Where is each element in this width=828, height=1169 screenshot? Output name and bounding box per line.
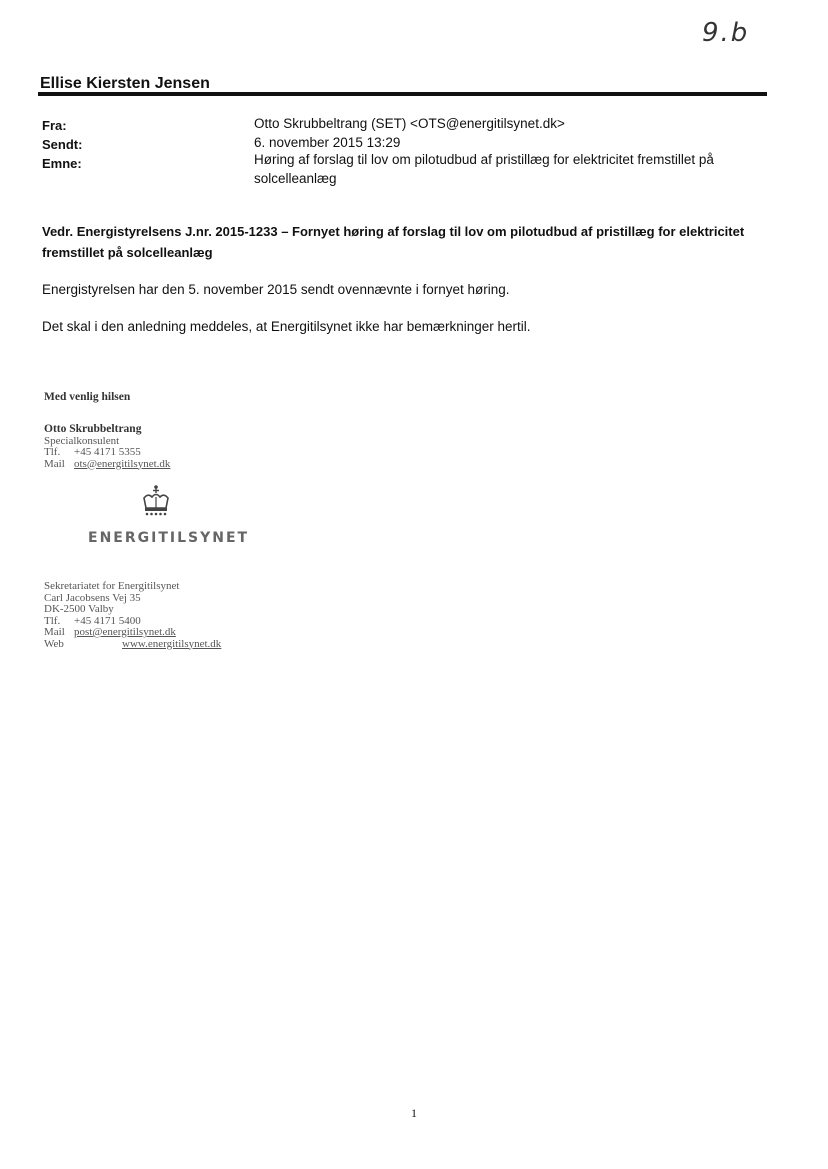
body-paragraph-1: Energistyrelsen har den 5. november 2015 sendt ovennævnte i fornyet høring. (42, 282, 510, 297)
org-street: Carl Jacobsens Vej 35 (44, 591, 141, 604)
signature-title: Specialkonsulent (44, 434, 120, 447)
signature-phone-label: Tlf. (44, 446, 61, 458)
signature-name: Otto Skrubbeltrang (44, 423, 142, 435)
org-mail-link[interactable]: post@energitilsynet.dk (74, 626, 176, 638)
org-secretariat: Sekretariatet for Energitilsynet (44, 580, 180, 592)
sent-value: 6. november 2015 13:29 (254, 135, 401, 150)
body-heading: Vedr. Energistyrelsens J.nr. 2015-1233 – Fornyet høring af forslag til lov om pilotudbud af pristillæg for elektricitet fremstillet på solcelleanlæg (42, 224, 745, 260)
crown-logo-icon (138, 484, 174, 524)
org-address-block (44, 581, 221, 650)
subject-label: Emne: (42, 156, 82, 171)
header-rule (38, 92, 767, 96)
org-web-row (44, 639, 221, 651)
signature-phone-row (44, 447, 170, 459)
org-web-link[interactable]: www.energitilsynet.dk (122, 637, 222, 650)
signature-block (44, 424, 170, 470)
sent-label: Sendt: (42, 137, 83, 152)
recipient-name: Ellise Kiersten Jensen (40, 75, 210, 92)
org-web-label: Web (44, 637, 64, 650)
org-logo-text: ENERGITILSYNET (88, 530, 250, 546)
signature-mail-label: Mail (44, 457, 65, 470)
subject-value: Høring af forslag til lov om pilotudbud af pristillæg for elektricitet fremstillet på solcelleanlæg (254, 152, 714, 186)
org-mail-row (44, 627, 221, 639)
from-value: Otto Skrubbeltrang (SET) <OTS@energitilsynet.dk> (254, 116, 565, 131)
org-phone: +45 4171 5400 (74, 614, 141, 627)
signature-mail-row (44, 459, 170, 471)
org-phone-label: Tlf. (44, 614, 61, 627)
org-mail-label: Mail (44, 626, 65, 638)
signature-closing: Med venlig hilsen (44, 391, 131, 403)
signature-phone: +45 4171 5355 (74, 446, 141, 458)
from-label: Fra: (42, 118, 67, 133)
signature-mail-link[interactable]: ots@energitilsynet.dk (74, 457, 171, 470)
body-paragraph-2: Det skal i den anledning meddeles, at Energitilsynet ikke har bemærkninger hertil. (42, 319, 531, 334)
org-city: DK-2500 Valby (44, 603, 114, 615)
handwritten-page-note: 9.b (702, 18, 750, 48)
page-number: 1 (411, 1106, 417, 1120)
